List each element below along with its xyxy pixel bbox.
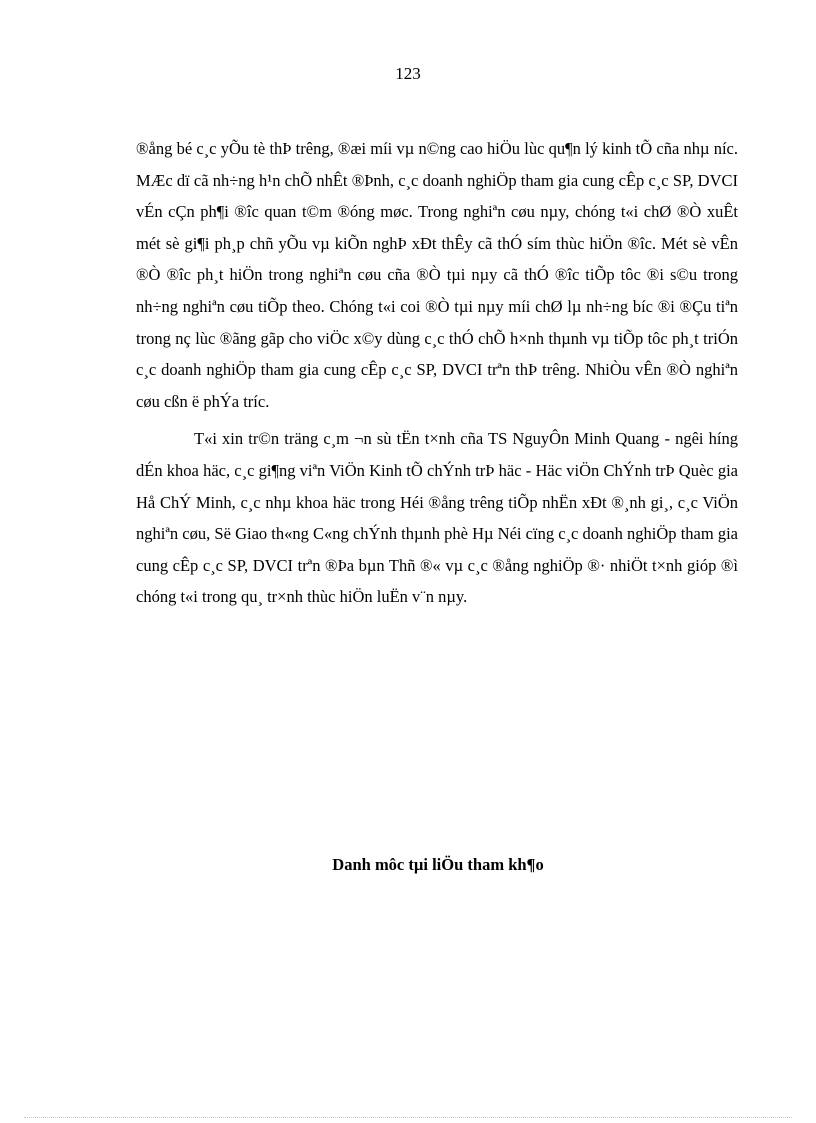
paragraph-acknowledgement: T«i xin tr©n träng c¸m ¬n sù tËn t×nh cña TS NguyÔn Minh Quang - ngêi híng dÉn khoa häc, c¸c gi¶ng viªn ViÖn Kinh tÕ chÝnh trÞ häc - Häc viÖn ChÝnh trÞ Quèc gia Hå ChÝ Minh, c¸c nhµ khoa häc trong Héi ®ång trêng tiÕp nhËn xÐt ®¸nh gi¸, c¸c ViÖn nghiªn cøu, Së Giao th«ng C«ng chÝnh thµnh phè Hµ Néi cïng c¸c doanh nghiÖp tham gia cung cÊp c¸c SP, DVCI trªn ®Þa bµn Thñ ®« vµ c¸c ®ång nghiÖp ®· nhiÖt t×nh gióp ®ì chóng t«i trong qu¸ tr×nh thùc hiÖn luËn v¨n nµy. [136, 429, 738, 607]
body-text [136, 133, 738, 613]
page-bottom-divider [24, 1117, 792, 1118]
page-number: 123 [395, 64, 421, 83]
paragraph-conclusion: ®ång bé c¸c yÕu tè thÞ trêng, ®æi míi vµ n©ng cao hiÖu lùc qu¶n lý kinh tÕ cña nhµ níc. MÆc dï cã nh÷ng h¹n chÕ nhÊt ®Þnh, c¸c doanh nghiÖp tham gia cung cÊp c¸c SP, DVCI vÉn cÇn ph¶i ®îc quan t©m ®óng møc. Trong nghiªn cøu nµy, chóng t«i chØ ®Ò xuÊt mét sè gi¶i ph¸p chñ yÕu vµ kiÕn nghÞ xÐt thÊy cã thÓ sím thùc hiÖn ®îc. Mét sè vÊn ®Ò ®îc ph¸t hiÖn trong nghiªn cøu cña ®Ò tµi nµy cã thÓ ®îc tiÕp tôc ®i s©u trong nh÷ng nghiªn cøu tiÕp theo. Chóng t«i coi ®Ò tµi nµy míi chØ lµ nh÷ng bíc ®i ®Çu tiªn trong nç lùc ®ãng gãp cho viÖc x©y dùng c¸c thÓ chÕ h×nh thµnh vµ tiÕp tôc ph¸t triÓn c¸c doanh nghiÖp tham gia cung cÊp c¸c SP, DVCI trªn thÞ trêng. NhiÒu vÊn ®Ò nghiªn cøu cßn ë phÝa tríc. [136, 139, 738, 411]
references-heading: Danh môc tµi liÖu tham kh¶o [332, 855, 544, 874]
